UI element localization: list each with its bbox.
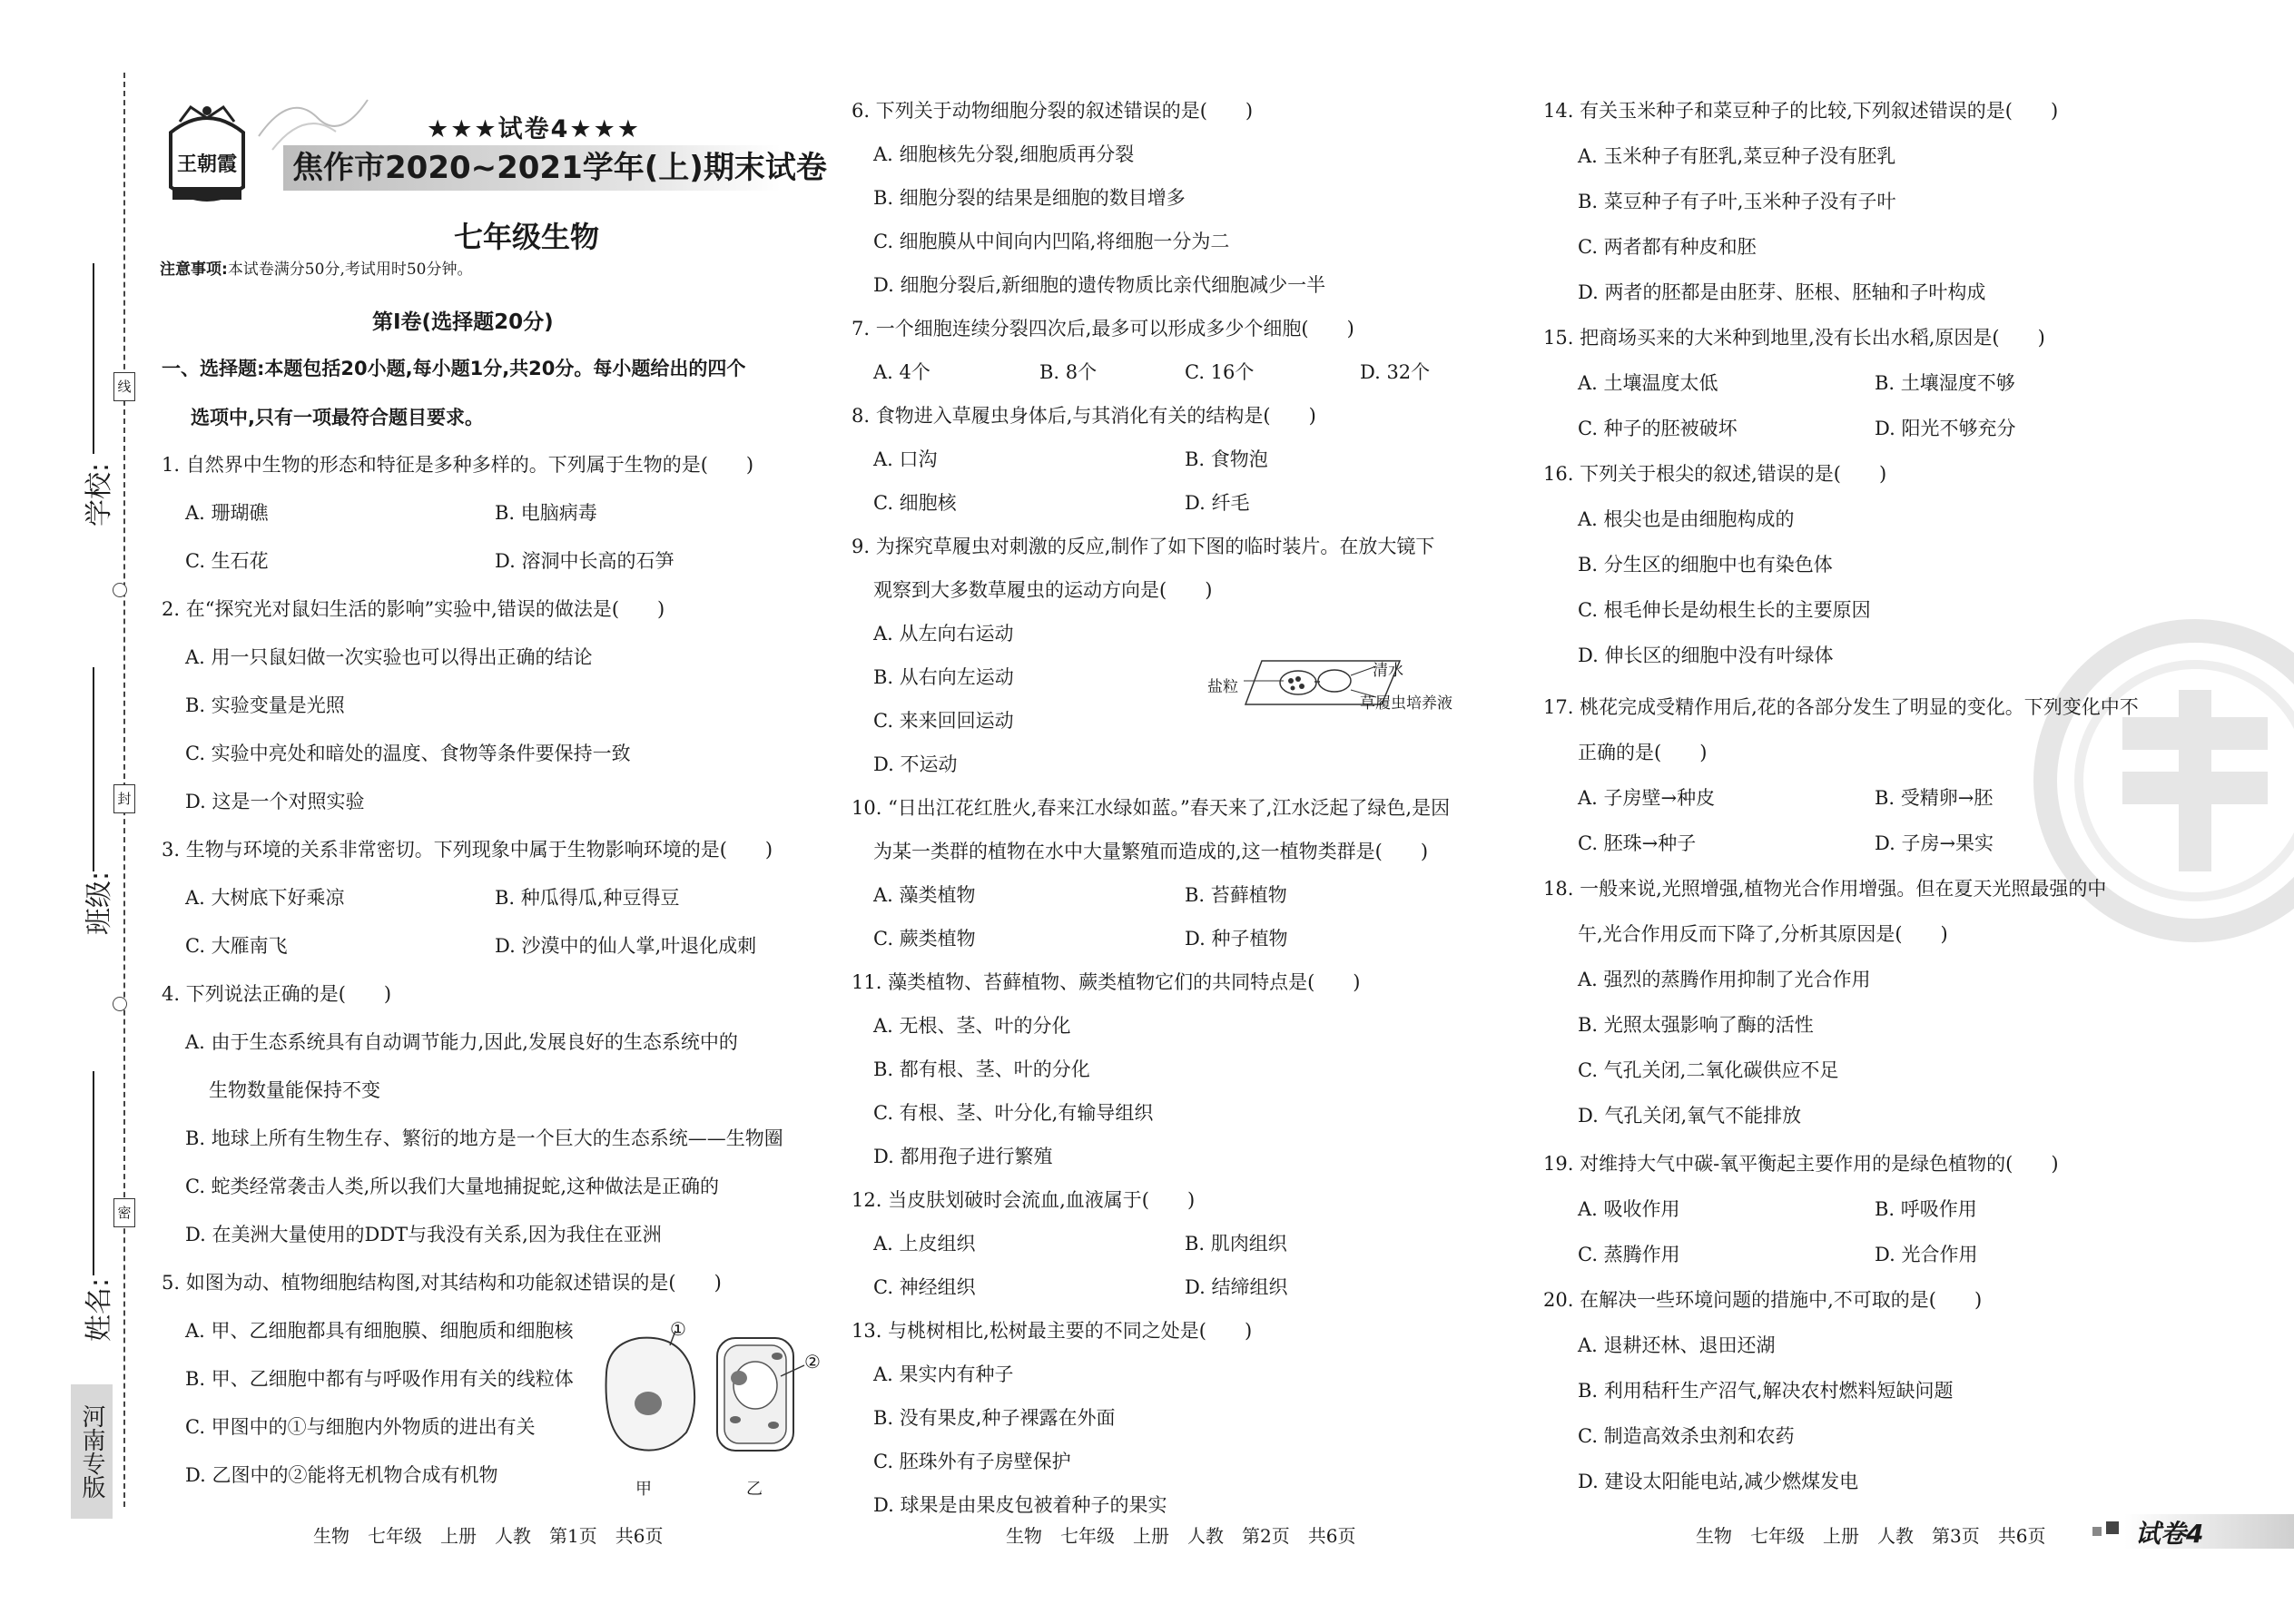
question-2-option-c[interactable]: C. 实验中亮处和暗处的温度、食物等条件要保持一致 [185,743,631,764]
question-7-option-d[interactable]: D. 32个 [1360,361,1431,383]
question-9-option-b[interactable]: B. 从右向左运动 [873,666,1014,688]
slide-label-salt: 盐粒 [1207,678,1238,696]
question-2-option-b[interactable]: B. 实验变量是光照 [185,694,345,716]
question-16-stem: 16. 下列关于根尖的叙述,错误的是( ) [1543,463,1887,485]
slide-figure [1207,654,1480,717]
class-blank-line [93,667,94,871]
question-10-stem-cont: 为某一类群的植物在水中大量繁殖而造成的,这一植物类群是( ) [873,841,1429,862]
seal-mark-line: 线 [113,372,135,401]
cell-label-plant: 乙 [746,1480,763,1499]
question-3-option-c[interactable]: C. 大雁南飞 [185,935,288,957]
slide-label-water: 清水 [1373,662,1403,680]
question-20-option-d[interactable]: D. 建设太阳能电站,减少燃煤发电 [1578,1471,1859,1492]
province-badge [71,1384,113,1519]
question-18-option-a[interactable]: A. 强烈的蒸腾作用抑制了光合作用 [1578,969,1871,990]
question-3-option-d[interactable]: D. 沙漠中的仙人掌,叶退化成刺 [495,935,757,957]
question-13-option-b[interactable]: B. 没有果皮,种子裸露在外面 [873,1407,1116,1429]
question-10-stem: 10. “日出江花红胜火,春来江水绿如蓝。”春天来了,江水泛起了绿色,是因 [852,797,1451,819]
question-10-option-b[interactable]: B. 苔藓植物 [1185,884,1287,906]
question-14-stem: 14. 有关玉米种子和菜豆种子的比较,下列叙述错误的是( ) [1543,100,2059,122]
question-1-option-b[interactable]: B. 电脑病毒 [495,502,597,524]
exam-title: 焦作市2020~2021学年(上)期末试卷 [292,150,827,186]
question-18-option-c[interactable]: C. 气孔关闭,二氧化碳供应不足 [1578,1059,1839,1081]
question-14-option-a[interactable]: A. 玉米种子有胚乳,菜豆种子没有胚乳 [1578,145,1896,167]
question-3-option-a[interactable]: A. 大树底下好乘凉 [185,887,345,909]
question-15-option-d[interactable]: D. 阳光不够充分 [1875,418,2016,439]
question-12-option-c[interactable]: C. 神经组织 [873,1276,976,1298]
question-12-option-b[interactable]: B. 肌肉组织 [1185,1233,1287,1255]
question-19-option-c[interactable]: C. 蒸腾作用 [1578,1244,1680,1265]
question-1-option-d[interactable]: D. 溶洞中长高的石笋 [495,550,674,572]
question-1-stem: 1. 自然界中生物的形态和特征是多种多样的。下列属于生物的是( ) [162,454,754,476]
question-20-stem: 20. 在解决一些环境问题的措施中,不可取的是( ) [1543,1289,1983,1311]
question-6-option-b[interactable]: B. 细胞分裂的结果是细胞的数目增多 [873,187,1186,209]
question-9-option-d[interactable]: D. 不运动 [873,753,958,775]
question-12-option-a[interactable]: A. 上皮组织 [873,1233,976,1255]
cell-marker-2: ② [804,1351,821,1373]
question-19-option-b[interactable]: B. 呼吸作用 [1875,1198,1977,1220]
footer-tag: 试卷4 [2135,1519,2204,1549]
slide-label-culture: 草履虫培养液 [1360,694,1452,713]
footer-page-1: 生物 七年级 上册 人教 第1页 共6页 [313,1525,664,1547]
question-9-stem-cont: 观察到大多数草履虫的运动方向是( ) [873,579,1213,601]
name-blank-line [93,1071,94,1275]
question-15-option-a[interactable]: A. 土壤温度太低 [1578,372,1718,394]
question-12-option-d[interactable]: D. 结缔组织 [1185,1276,1288,1298]
question-16-option-b[interactable]: B. 分生区的细胞中也有染色体 [1578,554,1833,576]
question-14-option-d[interactable]: D. 两者的胚都是由胚芽、胚根、胚轴和子叶构成 [1578,281,1986,303]
question-14-option-c[interactable]: C. 两者都有种皮和胚 [1578,236,1757,258]
footer-page-2: 生物 七年级 上册 人教 第2页 共6页 [1006,1525,1356,1547]
question-20-option-a[interactable]: A. 退耕还林、退田还湖 [1578,1334,1776,1356]
question-10-option-a[interactable]: A. 藻类植物 [873,884,976,906]
question-4-option-c[interactable]: C. 蛇类经常袭击人类,所以我们大量地捕捉蛇,这种做法是正确的 [185,1176,720,1197]
question-1-option-a[interactable]: A. 珊瑚礁 [185,502,269,524]
question-15-option-c[interactable]: C. 种子的胚被破坏 [1578,418,1738,439]
question-3-option-b[interactable]: B. 种瓜得瓜,种豆得豆 [495,887,680,909]
question-1-option-c[interactable]: C. 生石花 [185,550,269,572]
logo [160,100,254,218]
question-20-option-c[interactable]: C. 制造高效杀虫剂和农药 [1578,1425,1795,1447]
class-label: 班级: [84,871,115,935]
question-18-stem-cont: 午,光合作用反而下降了,分析其原因是( ) [1578,923,1948,945]
question-4-option-a-cont: 生物数量能保持不变 [209,1079,380,1101]
question-2-option-d[interactable]: D. 这是一个对照实验 [185,791,365,812]
notice-label: 注意事项: [160,261,228,279]
question-7-option-c[interactable]: C. 16个 [1185,361,1255,383]
question-19-option-d[interactable]: D. 光合作用 [1875,1244,1978,1265]
question-10-option-c[interactable]: C. 蕨类植物 [873,928,976,950]
question-17-option-b[interactable]: B. 受精卵→胚 [1875,787,1994,809]
school-label: 学校: [84,462,115,527]
question-15-stem: 15. 把商场买来的大米种到地里,没有长出水稻,原因是( ) [1543,327,2045,349]
question-4-stem: 4. 下列说法正确的是( ) [162,983,392,1005]
question-17-stem: 17. 桃花完成受精作用后,花的各部分发生了明显的变化。下列变化中不 [1543,696,2139,718]
question-7-option-b[interactable]: B. 8个 [1039,361,1098,383]
series-label: ★★★试卷4★★★ [427,115,642,143]
question-15-option-b[interactable]: B. 土壤湿度不够 [1875,372,2015,394]
question-8-option-a[interactable]: A. 口沟 [873,448,938,470]
question-6-option-c[interactable]: C. 细胞膜从中间向内凹陷,将细胞一分为二 [873,231,1230,252]
question-11-option-a[interactable]: A. 无根、茎、叶的分化 [873,1015,1071,1037]
cell-diagram-icon [599,1325,835,1507]
question-18-option-d[interactable]: D. 气孔关闭,氧气不能排放 [1578,1105,1802,1127]
logo-text: 王朝霞 [176,153,237,176]
question-18-stem: 18. 一般来说,光照增强,植物光合作用增强。但在夏天光照最强的中 [1543,878,2107,900]
question-19-stem: 19. 对维持大气中碳-氧平衡起主要作用的是绿色植物的( ) [1543,1153,2059,1175]
question-13-stem: 13. 与桃树相比,松树最主要的不同之处是( ) [852,1320,1253,1342]
question-2-stem: 2. 在“探究光对鼠妇生活的影响”实验中,错误的做法是( ) [162,598,665,620]
question-2-option-a[interactable]: A. 用一只鼠妇做一次实验也可以得出正确的结论 [185,646,593,668]
seal-mark-secret: 密 [113,1198,135,1227]
question-11-option-d[interactable]: D. 都用孢子进行繁殖 [873,1146,1053,1167]
question-17-option-a[interactable]: A. 子房壁→种皮 [1578,787,1716,809]
footer-square-mark [2106,1521,2119,1534]
question-4-option-d[interactable]: D. 在美洲大量使用的DDT与我没有关系,因为我住在亚洲 [185,1224,662,1245]
question-19-option-a[interactable]: A. 吸收作用 [1578,1198,1680,1220]
question-4-option-b[interactable]: B. 地球上所有生物生存、繁衍的地方是一个巨大的生态系统——生物圈 [185,1127,783,1149]
question-20-option-b[interactable]: B. 利用秸秆生产沼气,解决农村燃料短缺问题 [1578,1380,1954,1402]
question-9-option-a[interactable]: A. 从左向右运动 [873,623,1014,645]
instructions-line2: 选项中,只有一项最符合题目要求。 [191,407,484,428]
question-6-option-a[interactable]: A. 细胞核先分裂,细胞质再分裂 [873,143,1135,165]
question-11-option-b[interactable]: B. 都有根、茎、叶的分化 [873,1058,1090,1080]
question-5-stem: 5. 如图为动、植物细胞结构图,对其结构和功能叙述错误的是( ) [162,1272,722,1294]
question-9-stem: 9. 为探究草履虫对刺激的反应,制作了如下图的临时装片。在放大镜下 [852,536,1435,557]
question-17-option-c[interactable]: C. 胚珠→种子 [1578,832,1697,854]
question-17-option-d[interactable]: D. 子房→果实 [1875,832,1994,854]
cell-label-animal: 甲 [635,1480,652,1499]
question-14-option-b[interactable]: B. 菜豆种子有子叶,玉米种子没有子叶 [1578,191,1896,212]
question-17-stem-cont: 正确的是( ) [1578,742,1708,763]
question-9-option-c[interactable]: C. 来来回回运动 [873,710,1014,732]
subject-title: 七年级生物 [454,220,600,254]
question-16-option-c[interactable]: C. 根毛伸长是幼根生长的主要原因 [1578,599,1871,621]
question-13-option-c[interactable]: C. 胚珠外有子房壁保护 [873,1451,1071,1472]
province-badge-text: 河南专版 [78,1404,105,1499]
question-12-stem: 12. 当皮肤划破时会流血,血液属于( ) [852,1189,1196,1211]
question-5-option-b[interactable]: B. 甲、乙细胞中都有与呼吸作用有关的线粒体 [185,1368,574,1390]
footer-page-3: 生物 七年级 上册 人教 第3页 共6页 [1696,1525,2046,1547]
question-18-option-b[interactable]: B. 光照太强影响了酶的活性 [1578,1014,1814,1036]
question-4-option-a[interactable]: A. 由于生态系统具有自动调节能力,因此,发展良好的生态系统中的 [185,1031,738,1053]
footer-square-mark [2092,1527,2102,1536]
question-13-option-d[interactable]: D. 球果是由果皮包被着种子的果实 [873,1494,1167,1516]
notice-text: 本试卷满分50分,考试用时50分钟。 [227,261,473,279]
question-7-option-a[interactable]: A. 4个 [873,361,930,383]
instructions-line1: 一、选择题:本题包括20小题,每小题1分,共20分。每小题给出的四个 [162,358,746,379]
question-5-option-c[interactable]: C. 甲图中的①与细胞内外物质的进出有关 [185,1416,536,1438]
question-8-stem: 8. 食物进入草履虫身体后,与其消化有关的结构是( ) [852,405,1316,427]
section-title: 第Ⅰ卷(选择题20分) [372,310,554,334]
question-5-option-d[interactable]: D. 乙图中的②能将无机物合成有机物 [185,1464,498,1486]
question-16-option-a[interactable]: A. 根尖也是由细胞构成的 [1578,508,1795,530]
cell-structure-figure [599,1318,835,1507]
school-blank-line [93,263,94,454]
notice [160,256,472,279]
seal-mark-seal: 封 [113,784,135,813]
question-5-option-a[interactable]: A. 甲、乙细胞都具有细胞膜、细胞质和细胞核 [185,1320,574,1342]
question-13-option-a[interactable]: A. 果实内有种子 [873,1363,1014,1385]
question-8-option-b[interactable]: B. 食物泡 [1185,448,1268,470]
cell-marker-1: ① [670,1318,686,1340]
binding-hole [113,997,127,1011]
question-16-option-d[interactable]: D. 伸长区的细胞中没有叶绿体 [1578,645,1834,666]
question-3-stem: 3. 生物与环境的关系非常密切。下列现象中属于生物影响环境的是( ) [162,839,773,861]
question-6-option-d[interactable]: D. 细胞分裂后,新细胞的遗传物质比亲代细胞减少一半 [873,274,1326,296]
question-11-option-c[interactable]: C. 有根、茎、叶分化,有输导组织 [873,1102,1154,1124]
name-label: 姓名: [84,1277,115,1342]
question-6-stem: 6. 下列关于动物细胞分裂的叙述错误的是( ) [852,100,1254,122]
binding-hole [113,583,127,597]
question-8-option-c[interactable]: C. 细胞核 [873,492,957,514]
question-7-stem: 7. 一个细胞连续分裂四次后,最多可以形成多少个细胞( ) [852,318,1354,340]
question-8-option-d[interactable]: D. 纤毛 [1185,492,1250,514]
question-10-option-d[interactable]: D. 种子植物 [1185,928,1288,950]
question-11-stem: 11. 藻类植物、苔藓植物、蕨类植物它们的共同特点是( ) [852,971,1361,993]
